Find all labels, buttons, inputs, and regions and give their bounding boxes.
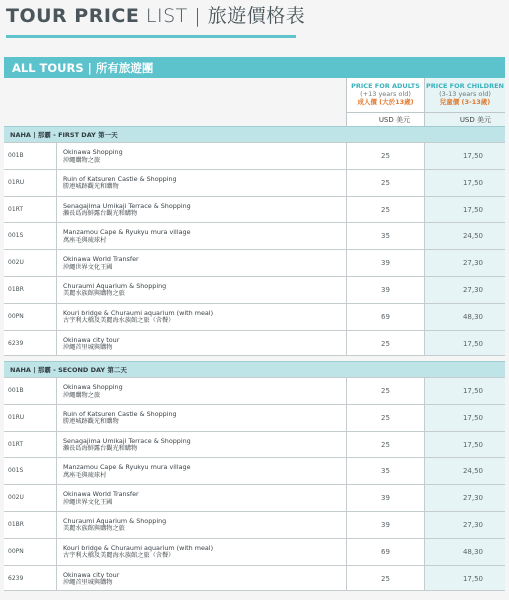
tour-name-en: Okinawa Shopping bbox=[63, 148, 123, 156]
tour-code: 002U bbox=[8, 259, 24, 267]
table-row bbox=[4, 249, 505, 276]
child-price: 48,30 bbox=[424, 304, 505, 330]
child-price: 17,50 bbox=[424, 432, 505, 458]
tour-name bbox=[56, 170, 346, 196]
section-bar bbox=[4, 57, 505, 78]
tour-name-en: Senagajima Umikaji Terrace & Shopping bbox=[63, 436, 191, 445]
tour-name-en: Okinawa city tour bbox=[63, 570, 120, 579]
adults-header-en: PRICE FOR ADULTS bbox=[351, 82, 420, 90]
children-currency: USD 美元 bbox=[424, 112, 505, 126]
tour-name-en: Ruin of Katsuren Castle & Shopping bbox=[63, 174, 177, 183]
tour-name bbox=[56, 485, 346, 511]
children-header-en: PRICE FOR CHILDREN bbox=[426, 82, 504, 90]
title-thin: LIST | 旅遊價格表 bbox=[145, 5, 306, 27]
adults-currency: USD 美元 bbox=[346, 112, 424, 126]
tour-name-en: Ruin of Katsuren Castle & Shopping bbox=[63, 409, 177, 418]
tour-code: 001S bbox=[8, 232, 24, 240]
tour-name-en: Churaumi Aquarium & Shopping bbox=[63, 281, 167, 290]
table-row bbox=[4, 484, 505, 511]
adult-price: 25 bbox=[346, 170, 424, 196]
table-row bbox=[4, 404, 505, 431]
tour-name-zh: 古宇利大橋及美麗海水族館之旅（含餐） bbox=[63, 317, 175, 325]
child-price: 17,50 bbox=[424, 405, 505, 431]
day-label: NAHA | 那霸 - FIRST DAY 第一天 bbox=[10, 131, 118, 139]
tour-name-en: Manzamou Cape & Ryukyu mura village bbox=[63, 228, 191, 237]
tour-name-zh: 沖繩購物之旅 bbox=[63, 156, 101, 164]
tour-name bbox=[56, 143, 346, 169]
child-price: 27,30 bbox=[424, 250, 505, 276]
tour-name bbox=[56, 405, 346, 431]
child-price: 17,50 bbox=[424, 566, 505, 591]
tour-name bbox=[56, 378, 346, 404]
adult-price: 25 bbox=[346, 378, 424, 404]
child-price: 24,50 bbox=[424, 458, 505, 484]
child-price: 17,50 bbox=[424, 331, 505, 356]
table-row bbox=[4, 565, 505, 592]
adult-price: 25 bbox=[346, 405, 424, 431]
tour-name-zh: 勝連城跡觀光和購物 bbox=[63, 183, 119, 191]
tour-name-zh: 瀨長島海鮮露台觀光和購物 bbox=[63, 445, 138, 453]
tour-name-en: Kouri bridge & Churaumi aquarium (with meal) bbox=[63, 543, 214, 552]
tour-name-en: Okinawa city tour bbox=[63, 335, 120, 344]
tour-name bbox=[56, 197, 346, 223]
adult-price: 35 bbox=[346, 458, 424, 484]
tour-name-zh: 沖繩世界文化王國 bbox=[63, 498, 113, 506]
adult-price: 25 bbox=[346, 331, 424, 356]
table-row bbox=[4, 377, 505, 404]
tour-name-zh: 沖繩首里城與購物 bbox=[63, 344, 113, 352]
table-row bbox=[4, 538, 505, 565]
child-price: 17,50 bbox=[424, 197, 505, 223]
tour-name-en: Okinawa World Transfer bbox=[63, 255, 139, 264]
tour-name-zh: 美麗水族館與購物之旅 bbox=[63, 525, 125, 533]
adult-price: 39 bbox=[346, 250, 424, 276]
tour-code: 00PN bbox=[8, 312, 24, 320]
table-row bbox=[4, 511, 505, 538]
day-bar-first bbox=[4, 126, 505, 142]
tour-code: 6239 bbox=[8, 339, 24, 347]
tour-code: 6239 bbox=[8, 574, 24, 582]
tour-code: 01RT bbox=[8, 440, 24, 448]
tour-name-zh: 沖繩首里城與購物 bbox=[63, 579, 113, 587]
tour-name-en: Manzamou Cape & Ryukyu mura village bbox=[63, 463, 191, 472]
table-row bbox=[4, 196, 505, 223]
title-bold: TOUR PRICE bbox=[6, 5, 140, 27]
child-price: 27,30 bbox=[424, 512, 505, 538]
tour-name bbox=[56, 512, 346, 538]
tour-name-en: Okinawa Shopping bbox=[63, 383, 123, 391]
tour-name-zh: 萬座毛與琉球村 bbox=[63, 236, 107, 244]
tour-name bbox=[56, 539, 346, 565]
day-label: NAHA | 那霸 - SECOND DAY 第二天 bbox=[10, 366, 127, 374]
child-price: 27,30 bbox=[424, 277, 505, 303]
tour-code: 001S bbox=[8, 467, 24, 475]
child-price: 17,50 bbox=[424, 143, 505, 169]
table-row bbox=[4, 142, 505, 169]
adult-price: 25 bbox=[346, 432, 424, 458]
adult-price: 39 bbox=[346, 512, 424, 538]
section-label: ALL TOURS | 所有旅遊團 bbox=[12, 61, 154, 75]
adults-column-header bbox=[346, 78, 424, 112]
tour-name-zh: 古宇利大橋及美麗海水族館之旅（含餐） bbox=[63, 552, 175, 560]
tour-code: 01RT bbox=[8, 205, 24, 213]
adult-price: 39 bbox=[346, 277, 424, 303]
tour-name bbox=[56, 331, 346, 356]
children-header-zh: 兒童價 (3-13歲) bbox=[439, 98, 491, 106]
tour-name-zh: 沖繩世界文化王國 bbox=[63, 263, 113, 271]
adult-price: 25 bbox=[346, 143, 424, 169]
table-row bbox=[4, 222, 505, 249]
day-bar-second bbox=[4, 361, 505, 377]
table-row bbox=[4, 276, 505, 303]
table-row bbox=[4, 457, 505, 484]
adult-price: 35 bbox=[346, 223, 424, 249]
tour-name-en: Churaumi Aquarium & Shopping bbox=[63, 516, 167, 525]
child-price: 17,50 bbox=[424, 170, 505, 196]
children-header-age: (3-13 years old) bbox=[439, 90, 491, 98]
adult-price: 25 bbox=[346, 566, 424, 591]
table-row bbox=[4, 330, 505, 357]
adult-price: 69 bbox=[346, 304, 424, 330]
tour-code: 001B bbox=[8, 152, 24, 159]
adult-price: 69 bbox=[346, 539, 424, 565]
tour-name bbox=[56, 458, 346, 484]
adults-header-age: (+13 years old) bbox=[360, 90, 411, 98]
tour-name-zh: 瀨長島海鮮露台觀光和購物 bbox=[63, 210, 138, 218]
tour-name-zh: 美麗水族館與購物之旅 bbox=[63, 290, 125, 298]
tour-code: 01RU bbox=[8, 413, 25, 421]
adult-price: 25 bbox=[346, 197, 424, 223]
tour-code: 01BR bbox=[8, 285, 24, 293]
child-price: 48,30 bbox=[424, 539, 505, 565]
tour-table-second bbox=[4, 377, 505, 591]
tour-name bbox=[56, 250, 346, 276]
adult-price: 39 bbox=[346, 485, 424, 511]
children-column-header bbox=[424, 78, 505, 112]
tour-code: 01RU bbox=[8, 178, 25, 186]
table-row bbox=[4, 169, 505, 196]
tour-name-zh: 萬座毛與琉球村 bbox=[63, 471, 107, 479]
tour-table-first bbox=[4, 142, 505, 356]
page-title bbox=[6, 2, 305, 32]
tour-code: 001B bbox=[8, 387, 24, 394]
tour-name-zh: 勝連城跡觀光和購物 bbox=[63, 418, 119, 426]
tour-name bbox=[56, 566, 346, 591]
adults-header-zh: 成人價 (大於13歲) bbox=[357, 98, 414, 106]
tour-name bbox=[56, 277, 346, 303]
child-price: 27,30 bbox=[424, 485, 505, 511]
tour-name bbox=[56, 223, 346, 249]
title-underline bbox=[6, 35, 296, 38]
child-price: 17,50 bbox=[424, 378, 505, 404]
table-row bbox=[4, 431, 505, 458]
table-row bbox=[4, 303, 505, 330]
tour-name bbox=[56, 432, 346, 458]
tour-name-zh: 沖繩購物之旅 bbox=[63, 391, 101, 399]
tour-name-en: Senagajima Umikaji Terrace & Shopping bbox=[63, 201, 191, 210]
child-price: 24,50 bbox=[424, 223, 505, 249]
tour-code: 01BR bbox=[8, 520, 24, 528]
tour-name-en: Kouri bridge & Churaumi aquarium (with meal) bbox=[63, 308, 214, 317]
tour-name-en: Okinawa World Transfer bbox=[63, 490, 139, 499]
tour-name bbox=[56, 304, 346, 330]
tour-code: 002U bbox=[8, 494, 24, 502]
tour-code: 00PN bbox=[8, 547, 24, 555]
